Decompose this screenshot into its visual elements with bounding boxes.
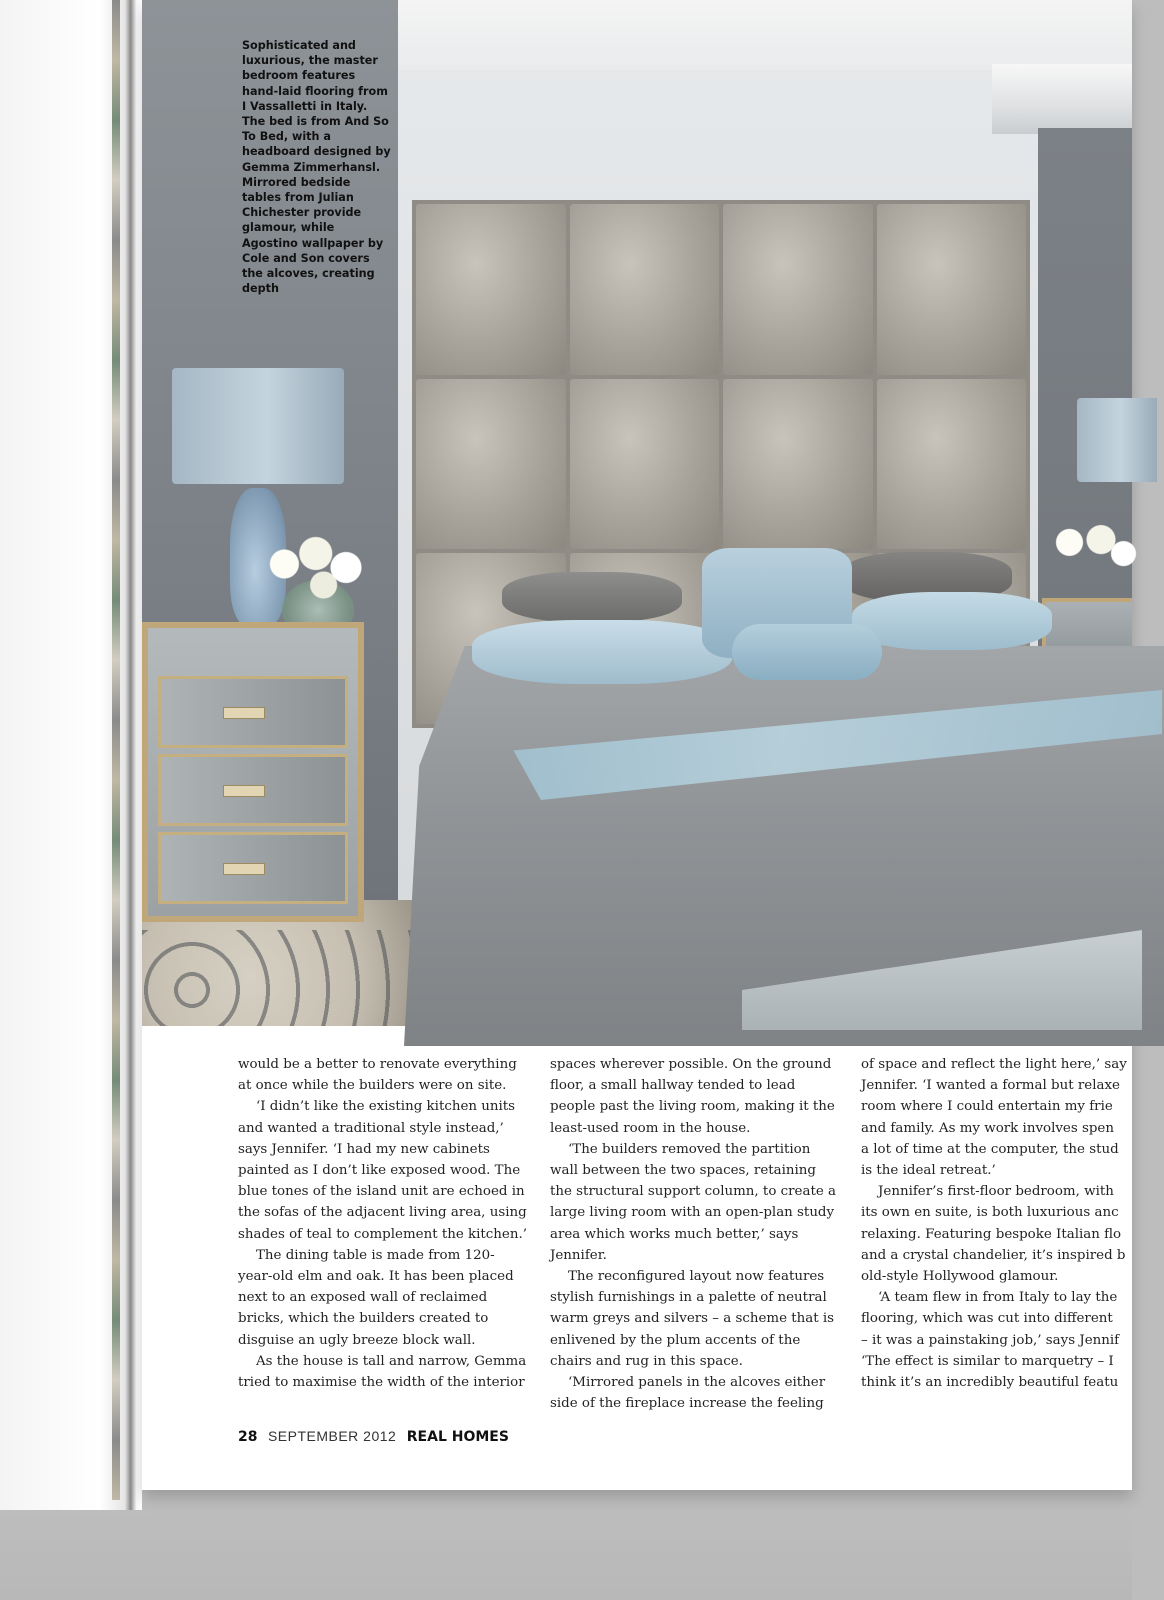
paragraph: The reconfigured layout now features stylish furnishings in a palette of neutral warm greys and silvers – a scheme that is enlivened by the plum accents of the chairs and rug in this space. [550, 1269, 835, 1369]
mirrored-bedside-table-left [142, 622, 364, 922]
magazine-name: REAL HOMES [406, 1429, 509, 1445]
text-line: and a crystal chandelier, it’s inspired b [861, 1247, 1126, 1263]
bedroom-photo [142, 0, 1132, 1026]
text-line: is the ideal retreat.’ [861, 1163, 996, 1179]
article-body [238, 1054, 1138, 1412]
white-roses [262, 536, 374, 606]
headboard-panel [570, 204, 720, 375]
text-line: Jennifer’s first-floor bedroom, with [861, 1184, 1114, 1200]
page-number: 28 [238, 1429, 258, 1445]
marquetry-floor-pattern [142, 930, 412, 1026]
paragraph: ‘I didn’t like the existing kitchen units and wanted a traditional style instead,’ says Jennifer. ‘I had my new cabinets painted as I don’t like exposed wood. The blue tones of the island unit are echoed in the sofas of the adjacent living area, using shades of teal to complement the kitchen.’ [238, 1099, 527, 1242]
text-line: room where I could entertain my frie [861, 1099, 1113, 1115]
text-line: its own en suite, is both luxurious anc [861, 1205, 1119, 1221]
text-line: old-style Hollywood glamour. [861, 1269, 1059, 1285]
cornice [992, 64, 1132, 134]
drawer [158, 676, 348, 748]
text-column-2 [550, 1054, 840, 1414]
magazine-page [142, 0, 1132, 1490]
text-line: of space and reflect the light here,’ say [861, 1057, 1127, 1072]
grey-pillow [502, 572, 682, 622]
paragraph: spaces wherever possible. On the ground floor, a small hallway tended to lead people past the living room, making it the least-used room in the house. [550, 1057, 835, 1136]
text-line: ‘The effect is similar to marquetry – I [861, 1353, 1114, 1369]
text-line: Jennifer. ‘I wanted a formal but relaxe [861, 1078, 1120, 1094]
page-binding-edge [0, 0, 142, 1510]
headboard-panel [723, 204, 873, 375]
text-line: relaxing. Featuring bespoke Italian flo [861, 1226, 1122, 1242]
text-line: think it’s an incredibly beautiful featu [861, 1375, 1119, 1391]
drawer [158, 754, 348, 826]
text-line: flooring, which was cut into different [861, 1311, 1113, 1327]
drawer-handle [223, 785, 265, 797]
blue-pillow [852, 592, 1052, 650]
issue-date: SEPTEMBER 2012 [267, 1428, 397, 1444]
paragraph: would be a better to renovate everything at once while the builders were on site. [238, 1057, 517, 1094]
text-column-1 [238, 1054, 528, 1393]
headboard-panel [877, 204, 1027, 375]
paragraph: As the house is tall and narrow, Gemma tried to maximise the width of the interior [238, 1353, 527, 1391]
paragraph: ‘The builders removed the partition wall between the two spaces, retaining the structural support column, to create a large living room with an open-plan study area which works much better,’ says Jennifer. [550, 1141, 836, 1263]
headboard-panel [723, 379, 873, 550]
paragraph: The dining table is made from 120-year-old elm and oak. It has been placed next to an exposed wall of reclaimed bricks, which the builders created to disguise an ugly breeze block wall. [238, 1247, 514, 1348]
headboard-panel [416, 379, 566, 550]
paragraph: ‘Mirrored panels in the alcoves either side of the fireplace increase the feeling [550, 1375, 826, 1412]
headboard-panel [416, 204, 566, 375]
white-roses-right [1047, 520, 1137, 576]
drawer-handle [223, 707, 265, 719]
text-line: a lot of time at the computer, the stud [861, 1141, 1119, 1157]
binding-strip [112, 0, 120, 1500]
blue-pillow [472, 620, 732, 684]
text-column-3 [861, 1054, 1161, 1393]
bolster-cushion [732, 624, 882, 680]
headboard-panel [570, 379, 720, 550]
text-line: – it was a painstaking job,’ says Jennif [861, 1332, 1120, 1348]
drawer-handle [223, 863, 265, 875]
ceiling [398, 0, 1132, 70]
photo-caption: Sophisticated and luxurious, the master bedroom features hand-laid flooring from I Vassalletti in Italy. The bed is from And So To Bed, with a headboard designed by Gemma Zimmerhansl. Mirrored bedside tables from Julian Chichester provide glamour, while Agostino wallpaper by Cole and Son covers the alcoves, creating depth [242, 39, 391, 296]
text-line: and family. As my work involves spen [861, 1120, 1114, 1136]
text-line: ‘A team flew in from Italy to lay the [861, 1290, 1118, 1306]
page-footer [238, 1428, 509, 1445]
lamp-shade-left [172, 368, 344, 484]
drawer [158, 832, 348, 904]
lamp-shade-right [1077, 398, 1157, 482]
headboard-panel [877, 379, 1027, 550]
